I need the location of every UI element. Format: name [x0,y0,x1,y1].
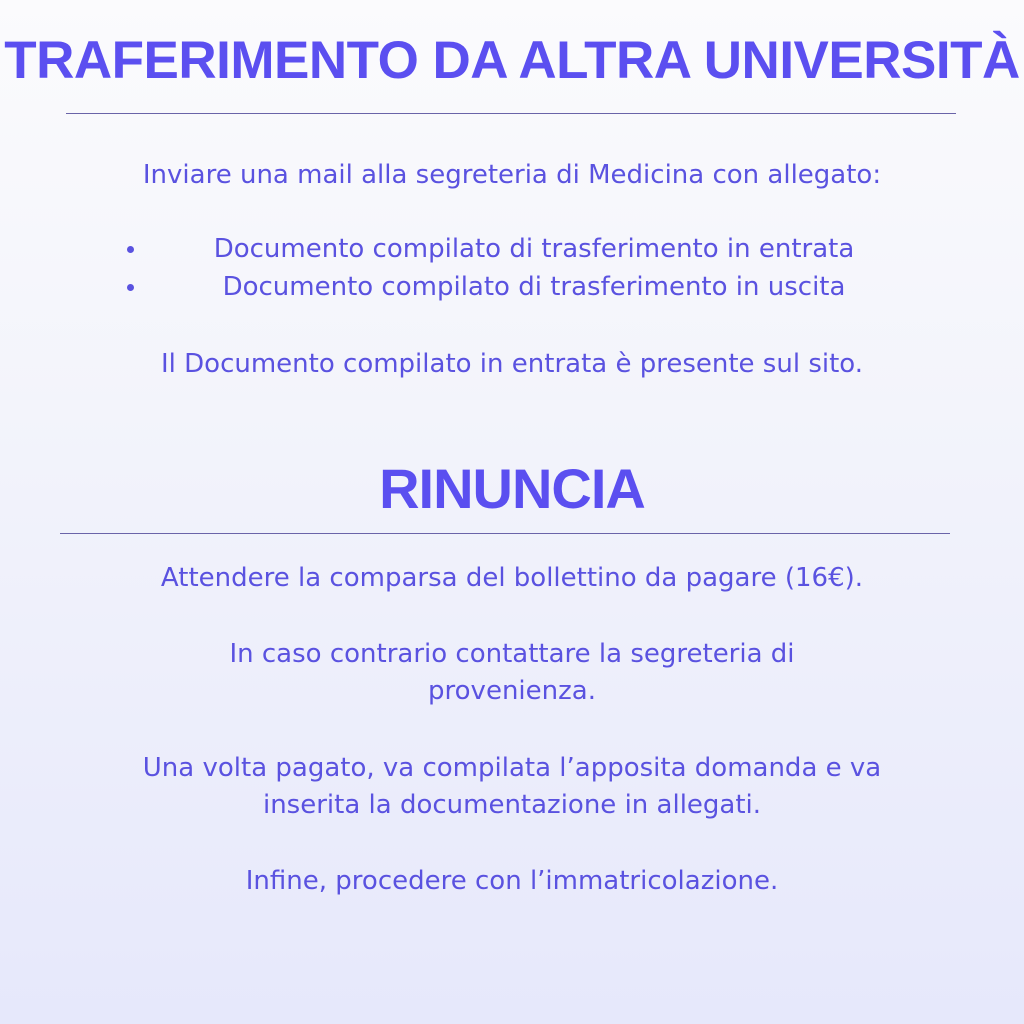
transfer-note: Il Documento compilato in entrata è presente sul sito. [161,349,863,379]
divider [60,533,950,534]
transfer-title: TRAFERIMENTO DA ALTRA UNIVERSITÀ [4,31,1020,90]
withdrawal-paragraph: Una volta pagato, va compilata l’apposita domanda e va [142,753,882,783]
transfer-intro: Inviare una mail alla segreteria di Medicina con allegato: [142,160,882,190]
withdrawal-paragraph: In caso contrario contattare la segreteria di [229,639,795,669]
list-item [0,231,1024,268]
withdrawal-title: RINUNCIA [379,457,645,520]
list-item-text: Documento compilato di trasferimento in uscita [222,272,846,302]
bullet-icon [127,284,134,291]
withdrawal-paragraph: Infine, procedere con l’immatricolazione. [245,866,779,896]
withdrawal-paragraph: inserita la documentazione in allegati. [262,790,762,820]
bullet-icon [127,246,134,253]
list-item-text: Documento compilato di trasferimento in entrata [213,234,855,264]
divider [66,113,956,114]
withdrawal-paragraph: provenienza. [428,676,596,706]
withdrawal-paragraph: Attendere la comparsa del bollettino da pagare (16€). [160,563,864,593]
list-item [0,269,1024,306]
